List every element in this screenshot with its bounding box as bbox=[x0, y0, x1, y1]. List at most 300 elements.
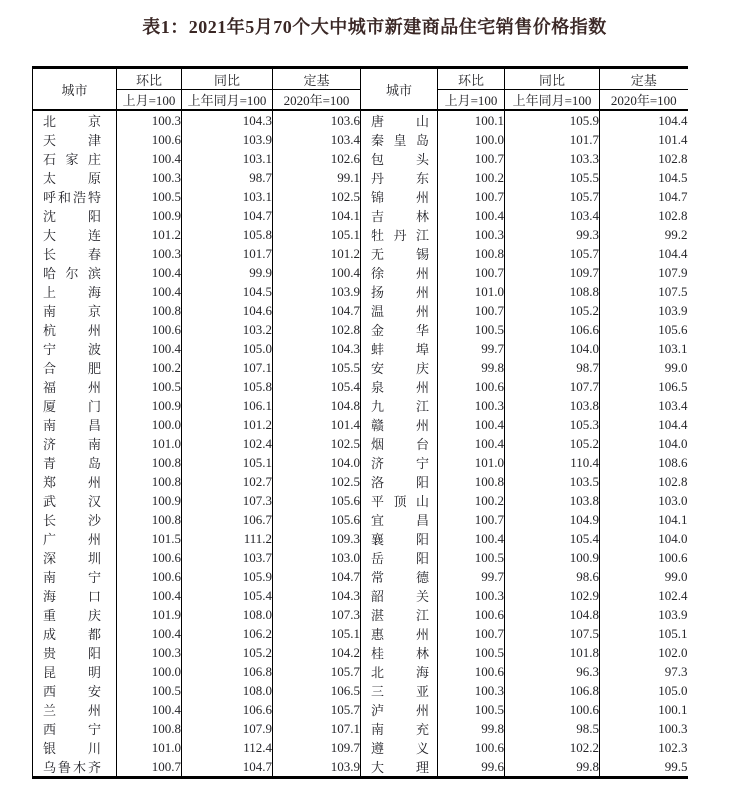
yoy-value: 105.9 bbox=[182, 567, 273, 586]
mom-value: 100.8 bbox=[438, 472, 505, 491]
fixed-value: 105.5 bbox=[273, 358, 361, 377]
table-row bbox=[33, 358, 688, 377]
fixed-value: 107.3 bbox=[273, 605, 361, 624]
table-row bbox=[33, 700, 688, 719]
table-row bbox=[33, 453, 688, 472]
fixed-value: 104.1 bbox=[658, 511, 688, 527]
table-row bbox=[33, 567, 688, 586]
price-index-table bbox=[32, 66, 688, 779]
header-mom-base-left: 上月=100 bbox=[117, 90, 182, 111]
yoy-value: 103.4 bbox=[505, 206, 600, 225]
yoy-value: 103.9 bbox=[182, 130, 273, 149]
city-name: 太 原 bbox=[43, 171, 101, 186]
yoy-value: 107.9 bbox=[182, 719, 273, 738]
city-name: 锦 州 bbox=[371, 190, 429, 205]
city-name: 常 德 bbox=[371, 570, 429, 585]
city-name: 乌 鲁 木 齐 bbox=[43, 760, 101, 775]
city-cell bbox=[361, 491, 438, 510]
city-name: 长 沙 bbox=[43, 513, 101, 528]
city-cell bbox=[361, 110, 438, 130]
table-row bbox=[33, 377, 688, 396]
mom-value: 100.4 bbox=[117, 586, 182, 605]
yoy-value: 106.8 bbox=[182, 662, 273, 681]
mom-value: 100.4 bbox=[117, 700, 182, 719]
city-cell bbox=[33, 225, 117, 244]
yoy-value: 107.5 bbox=[505, 624, 600, 643]
table-row bbox=[33, 529, 688, 548]
city-cell bbox=[33, 529, 117, 548]
fixed-value: 103.9 bbox=[273, 757, 361, 778]
mom-value: 100.7 bbox=[438, 187, 505, 206]
mom-value: 99.7 bbox=[438, 339, 505, 358]
mom-value: 100.6 bbox=[438, 738, 505, 757]
city-name: 海 口 bbox=[43, 589, 101, 604]
yoy-value: 105.8 bbox=[182, 377, 273, 396]
mom-value: 99.7 bbox=[438, 567, 505, 586]
mom-value: 100.3 bbox=[438, 225, 505, 244]
mom-value: 100.6 bbox=[438, 377, 505, 396]
city-name: 秦 皇 岛 bbox=[371, 133, 429, 148]
fixed-value: 102.6 bbox=[273, 149, 361, 168]
mom-value: 100.5 bbox=[117, 187, 182, 206]
city-cell bbox=[361, 624, 438, 643]
city-name: 南 京 bbox=[43, 304, 101, 319]
city-cell bbox=[361, 719, 438, 738]
yoy-value: 107.1 bbox=[182, 358, 273, 377]
table-row bbox=[33, 396, 688, 415]
fixed-value: 104.7 bbox=[658, 188, 688, 204]
mom-value: 100.2 bbox=[438, 491, 505, 510]
city-cell bbox=[361, 453, 438, 472]
city-cell bbox=[361, 320, 438, 339]
city-name: 郑 州 bbox=[43, 475, 101, 490]
city-cell bbox=[33, 339, 117, 358]
city-name: 赣 州 bbox=[371, 418, 429, 433]
city-name: 丹 东 bbox=[371, 171, 429, 186]
mom-value: 100.6 bbox=[438, 662, 505, 681]
city-cell bbox=[361, 130, 438, 149]
mom-value: 100.1 bbox=[438, 110, 505, 130]
header-fixed-right: 定基 bbox=[600, 68, 688, 90]
yoy-value: 100.9 bbox=[505, 548, 600, 567]
yoy-value: 102.2 bbox=[505, 738, 600, 757]
fixed-value: 102.5 bbox=[273, 187, 361, 206]
table-row bbox=[33, 510, 688, 529]
yoy-value: 108.0 bbox=[182, 605, 273, 624]
city-cell bbox=[33, 110, 117, 130]
yoy-value: 98.7 bbox=[182, 168, 273, 187]
city-cell bbox=[361, 605, 438, 624]
city-cell bbox=[361, 738, 438, 757]
mom-value: 100.5 bbox=[438, 320, 505, 339]
yoy-value: 106.8 bbox=[505, 681, 600, 700]
mom-value: 100.5 bbox=[438, 548, 505, 567]
city-name: 南 宁 bbox=[43, 570, 101, 585]
table-row bbox=[33, 548, 688, 567]
yoy-value: 104.0 bbox=[505, 339, 600, 358]
fixed-value: 104.0 bbox=[658, 530, 688, 546]
fixed-value: 107.1 bbox=[273, 719, 361, 738]
city-cell bbox=[33, 605, 117, 624]
fixed-value: 101.4 bbox=[273, 415, 361, 434]
city-cell bbox=[361, 206, 438, 225]
city-name: 长 春 bbox=[43, 247, 101, 262]
table-row bbox=[33, 605, 688, 624]
city-cell bbox=[361, 567, 438, 586]
fixed-value: 102.8 bbox=[658, 150, 688, 166]
table-row bbox=[33, 472, 688, 491]
city-cell bbox=[361, 643, 438, 662]
mom-value: 100.7 bbox=[117, 757, 182, 778]
mom-value: 100.2 bbox=[117, 358, 182, 377]
yoy-value: 108.8 bbox=[505, 282, 600, 301]
yoy-value: 103.8 bbox=[505, 491, 600, 510]
yoy-value: 103.5 bbox=[505, 472, 600, 491]
city-cell bbox=[33, 168, 117, 187]
fixed-value: 100.6 bbox=[658, 549, 688, 565]
fixed-value: 105.0 bbox=[658, 682, 688, 698]
header-yoy-base-right: 上年同月=100 bbox=[505, 90, 600, 111]
city-cell bbox=[33, 320, 117, 339]
fixed-value: 105.1 bbox=[273, 624, 361, 643]
city-cell bbox=[33, 453, 117, 472]
header-mom-right: 环比 bbox=[438, 68, 505, 90]
table-row bbox=[33, 643, 688, 662]
city-cell bbox=[361, 187, 438, 206]
yoy-value: 104.6 bbox=[182, 301, 273, 320]
mom-value: 101.0 bbox=[117, 434, 182, 453]
city-cell bbox=[361, 529, 438, 548]
yoy-value: 105.1 bbox=[182, 453, 273, 472]
city-name: 济 宁 bbox=[371, 456, 429, 471]
city-name: 安 庆 bbox=[371, 361, 429, 376]
fixed-value: 106.5 bbox=[273, 681, 361, 700]
city-name: 福 州 bbox=[43, 380, 101, 395]
fixed-value: 104.7 bbox=[273, 301, 361, 320]
mom-value: 101.0 bbox=[438, 453, 505, 472]
fixed-value: 101.4 bbox=[658, 131, 688, 147]
city-cell bbox=[361, 377, 438, 396]
mom-value: 100.4 bbox=[438, 434, 505, 453]
yoy-value: 105.7 bbox=[505, 244, 600, 263]
fixed-value: 102.8 bbox=[658, 473, 688, 489]
yoy-value: 105.5 bbox=[505, 168, 600, 187]
table-row bbox=[33, 263, 688, 282]
fixed-value: 104.4 bbox=[658, 112, 688, 128]
table-row bbox=[33, 282, 688, 301]
city-name: 青 岛 bbox=[43, 456, 101, 471]
mom-value: 100.3 bbox=[117, 168, 182, 187]
header-yoy-left: 同比 bbox=[182, 68, 273, 90]
yoy-value: 103.3 bbox=[505, 149, 600, 168]
city-name: 包 头 bbox=[371, 152, 429, 167]
mom-value: 100.5 bbox=[438, 643, 505, 662]
mom-value: 100.7 bbox=[438, 624, 505, 643]
city-name: 金 华 bbox=[371, 323, 429, 338]
table-row bbox=[33, 168, 688, 187]
mom-value: 100.3 bbox=[117, 244, 182, 263]
city-cell bbox=[361, 358, 438, 377]
mom-value: 100.9 bbox=[117, 206, 182, 225]
table-row bbox=[33, 415, 688, 434]
city-name: 呼 和 浩 特 bbox=[43, 190, 101, 205]
fixed-value: 103.6 bbox=[273, 110, 361, 130]
mom-value: 99.6 bbox=[438, 757, 505, 778]
header-mom-left: 环比 bbox=[117, 68, 182, 90]
yoy-value: 106.1 bbox=[182, 396, 273, 415]
city-name: 贵 阳 bbox=[43, 646, 101, 661]
table-row bbox=[33, 738, 688, 757]
city-name: 广 州 bbox=[43, 532, 101, 547]
table-row bbox=[33, 110, 688, 130]
table-row bbox=[33, 130, 688, 149]
city-name: 成 都 bbox=[43, 627, 101, 642]
city-cell bbox=[33, 662, 117, 681]
fixed-value: 105.6 bbox=[658, 321, 688, 337]
city-name: 唐 山 bbox=[371, 114, 429, 129]
city-name: 惠 州 bbox=[371, 627, 429, 642]
yoy-value: 105.7 bbox=[505, 187, 600, 206]
fixed-value: 102.3 bbox=[658, 739, 688, 755]
yoy-value: 107.7 bbox=[505, 377, 600, 396]
yoy-value: 105.0 bbox=[182, 339, 273, 358]
yoy-value: 103.1 bbox=[182, 187, 273, 206]
city-name: 平 顶 山 bbox=[371, 494, 429, 509]
fixed-value: 103.9 bbox=[273, 282, 361, 301]
yoy-value: 108.0 bbox=[182, 681, 273, 700]
yoy-value: 96.3 bbox=[505, 662, 600, 681]
header-mom-base-right: 上月=100 bbox=[438, 90, 505, 111]
mom-value: 100.6 bbox=[117, 320, 182, 339]
fixed-value: 104.7 bbox=[273, 567, 361, 586]
table-row bbox=[33, 206, 688, 225]
mom-value: 100.7 bbox=[438, 149, 505, 168]
city-cell bbox=[33, 244, 117, 263]
city-name: 沈 阳 bbox=[43, 209, 101, 224]
mom-value: 100.8 bbox=[117, 510, 182, 529]
fixed-value: 104.3 bbox=[273, 339, 361, 358]
city-cell bbox=[361, 282, 438, 301]
fixed-value: 103.9 bbox=[658, 606, 688, 622]
table-row bbox=[33, 149, 688, 168]
mom-value: 100.4 bbox=[438, 529, 505, 548]
city-cell bbox=[361, 244, 438, 263]
city-cell bbox=[361, 415, 438, 434]
table-row bbox=[33, 225, 688, 244]
city-name: 深 圳 bbox=[43, 551, 101, 566]
fixed-value: 102.8 bbox=[273, 320, 361, 339]
yoy-value: 98.5 bbox=[505, 719, 600, 738]
city-cell bbox=[361, 434, 438, 453]
mom-value: 101.9 bbox=[117, 605, 182, 624]
city-cell bbox=[361, 700, 438, 719]
fixed-value: 104.2 bbox=[273, 643, 361, 662]
city-name: 哈 尔 滨 bbox=[43, 266, 101, 281]
yoy-value: 105.9 bbox=[505, 110, 600, 130]
table-row bbox=[33, 320, 688, 339]
yoy-value: 100.6 bbox=[505, 700, 600, 719]
fixed-value: 105.7 bbox=[273, 700, 361, 719]
city-name: 大 理 bbox=[371, 760, 429, 775]
mom-value: 100.7 bbox=[438, 263, 505, 282]
yoy-value: 104.3 bbox=[182, 110, 273, 130]
mom-value: 100.0 bbox=[438, 130, 505, 149]
fixed-value: 107.5 bbox=[658, 283, 688, 299]
city-name: 襄 阳 bbox=[371, 532, 429, 547]
city-cell bbox=[33, 358, 117, 377]
fixed-value: 105.7 bbox=[273, 662, 361, 681]
fixed-value: 103.4 bbox=[658, 397, 688, 413]
yoy-value: 102.9 bbox=[505, 586, 600, 605]
mom-value: 100.5 bbox=[117, 681, 182, 700]
city-cell bbox=[361, 301, 438, 320]
yoy-value: 105.8 bbox=[182, 225, 273, 244]
city-name: 桂 林 bbox=[371, 646, 429, 661]
yoy-value: 104.7 bbox=[182, 757, 273, 778]
city-cell bbox=[33, 700, 117, 719]
city-cell bbox=[361, 472, 438, 491]
city-cell bbox=[33, 624, 117, 643]
mom-value: 101.5 bbox=[117, 529, 182, 548]
mom-value: 100.6 bbox=[117, 548, 182, 567]
city-name: 南 充 bbox=[371, 722, 429, 737]
table-row bbox=[33, 662, 688, 681]
fixed-value: 100.4 bbox=[273, 263, 361, 282]
header-city-left: 城市 bbox=[33, 68, 117, 111]
city-name: 扬 州 bbox=[371, 285, 429, 300]
fixed-value: 109.3 bbox=[273, 529, 361, 548]
city-name: 遵 义 bbox=[371, 741, 429, 756]
mom-value: 100.6 bbox=[117, 130, 182, 149]
mom-value: 100.3 bbox=[438, 681, 505, 700]
fixed-value: 100.3 bbox=[658, 720, 688, 736]
city-cell bbox=[33, 206, 117, 225]
city-cell bbox=[33, 415, 117, 434]
table-row bbox=[33, 586, 688, 605]
header-fixed-base-left: 2020年=100 bbox=[273, 90, 361, 111]
fixed-value: 102.0 bbox=[658, 644, 688, 660]
fixed-value: 102.4 bbox=[658, 587, 688, 603]
city-cell bbox=[33, 263, 117, 282]
mom-value: 99.8 bbox=[438, 358, 505, 377]
fixed-value: 97.3 bbox=[664, 663, 688, 679]
city-name: 吉 林 bbox=[371, 209, 429, 224]
fixed-value: 105.1 bbox=[658, 625, 688, 641]
fixed-value: 107.9 bbox=[658, 264, 688, 280]
mom-value: 100.4 bbox=[117, 263, 182, 282]
city-name: 兰 州 bbox=[43, 703, 101, 718]
yoy-value: 105.2 bbox=[505, 301, 600, 320]
yoy-value: 110.4 bbox=[505, 453, 600, 472]
city-cell bbox=[361, 662, 438, 681]
city-cell bbox=[361, 681, 438, 700]
fixed-value: 106.5 bbox=[658, 378, 688, 394]
city-name: 大 连 bbox=[43, 228, 101, 243]
city-cell bbox=[361, 149, 438, 168]
city-cell bbox=[33, 510, 117, 529]
city-name: 徐 州 bbox=[371, 266, 429, 281]
yoy-value: 105.4 bbox=[505, 529, 600, 548]
yoy-value: 101.8 bbox=[505, 643, 600, 662]
city-cell bbox=[33, 491, 117, 510]
fixed-value: 102.8 bbox=[658, 207, 688, 223]
city-name: 南 昌 bbox=[43, 418, 101, 433]
city-cell bbox=[33, 396, 117, 415]
fixed-value: 103.4 bbox=[273, 130, 361, 149]
fixed-value: 103.0 bbox=[658, 492, 688, 508]
yoy-value: 99.3 bbox=[505, 225, 600, 244]
table-row bbox=[33, 301, 688, 320]
yoy-value: 111.2 bbox=[182, 529, 273, 548]
city-name: 泉 州 bbox=[371, 380, 429, 395]
city-name: 合 肥 bbox=[43, 361, 101, 376]
mom-value: 100.3 bbox=[117, 110, 182, 130]
yoy-value: 109.7 bbox=[505, 263, 600, 282]
fixed-value: 104.4 bbox=[658, 416, 688, 432]
fixed-value: 104.3 bbox=[273, 586, 361, 605]
mom-value: 100.4 bbox=[117, 624, 182, 643]
yoy-value: 102.4 bbox=[182, 434, 273, 453]
mom-value: 100.3 bbox=[438, 586, 505, 605]
city-cell bbox=[33, 586, 117, 605]
city-name: 上 海 bbox=[43, 285, 101, 300]
yoy-value: 104.7 bbox=[182, 206, 273, 225]
mom-value: 100.8 bbox=[117, 719, 182, 738]
city-name: 岳 阳 bbox=[371, 551, 429, 566]
fixed-value: 99.0 bbox=[664, 359, 688, 375]
city-cell bbox=[33, 282, 117, 301]
city-cell bbox=[33, 738, 117, 757]
fixed-value: 99.2 bbox=[664, 226, 688, 242]
mom-value: 100.7 bbox=[438, 510, 505, 529]
yoy-value: 112.4 bbox=[182, 738, 273, 757]
city-cell bbox=[361, 510, 438, 529]
city-name: 昆 明 bbox=[43, 665, 101, 680]
mom-value: 100.5 bbox=[438, 700, 505, 719]
fixed-value: 99.1 bbox=[273, 168, 361, 187]
mom-value: 100.2 bbox=[438, 168, 505, 187]
table-row bbox=[33, 624, 688, 643]
yoy-value: 99.9 bbox=[182, 263, 273, 282]
mom-value: 101.0 bbox=[117, 738, 182, 757]
yoy-value: 105.2 bbox=[182, 643, 273, 662]
table-row bbox=[33, 244, 688, 263]
mom-value: 100.4 bbox=[117, 339, 182, 358]
city-name: 九 江 bbox=[371, 399, 429, 414]
mom-value: 100.4 bbox=[117, 282, 182, 301]
fixed-value: 102.5 bbox=[273, 434, 361, 453]
mom-value: 100.6 bbox=[117, 567, 182, 586]
header-city-right: 城市 bbox=[361, 68, 438, 111]
fixed-value: 104.0 bbox=[273, 453, 361, 472]
city-name: 北 京 bbox=[43, 114, 101, 129]
city-name: 温 州 bbox=[371, 304, 429, 319]
city-name: 银 川 bbox=[43, 741, 101, 756]
city-cell bbox=[33, 149, 117, 168]
fixed-value: 103.0 bbox=[273, 548, 361, 567]
yoy-value: 105.3 bbox=[505, 415, 600, 434]
table-wrapper bbox=[32, 66, 688, 779]
mom-value: 100.8 bbox=[438, 244, 505, 263]
mom-value: 101.2 bbox=[117, 225, 182, 244]
fixed-value: 104.1 bbox=[273, 206, 361, 225]
city-cell bbox=[33, 377, 117, 396]
yoy-value: 105.2 bbox=[505, 434, 600, 453]
table-header bbox=[33, 68, 688, 111]
yoy-value: 104.8 bbox=[505, 605, 600, 624]
city-cell bbox=[33, 130, 117, 149]
fixed-value: 104.0 bbox=[658, 435, 688, 451]
